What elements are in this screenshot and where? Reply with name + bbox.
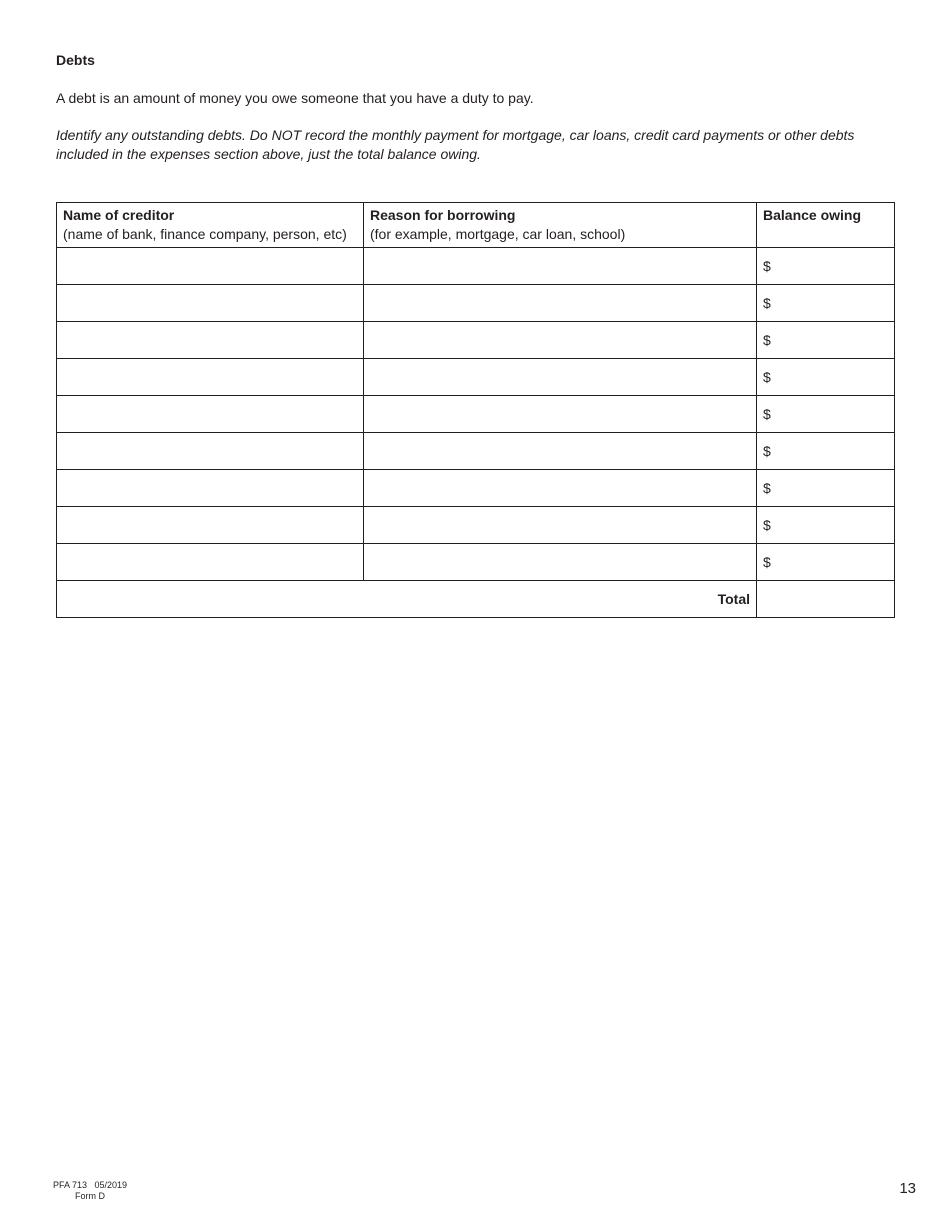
creditor-cell[interactable] xyxy=(57,544,364,581)
balance-cell[interactable] xyxy=(757,470,895,507)
dollar-sign: $ xyxy=(763,480,771,496)
table-row xyxy=(57,359,895,396)
form-identifier xyxy=(53,1180,127,1202)
dollar-sign: $ xyxy=(763,517,771,533)
header-creditor-title: Name of creditor xyxy=(63,207,175,223)
form-code: PFA 713 05/2019 xyxy=(53,1180,128,1190)
reason-cell[interactable] xyxy=(364,544,757,581)
page-number: 13 xyxy=(899,1180,916,1197)
table-row xyxy=(57,544,895,581)
dollar-sign: $ xyxy=(763,406,771,422)
reason-cell[interactable] xyxy=(364,396,757,433)
creditor-cell[interactable] xyxy=(57,507,364,544)
reason-cell[interactable] xyxy=(364,433,757,470)
total-row xyxy=(57,581,895,618)
balance-cell[interactable] xyxy=(757,544,895,581)
balance-cell[interactable] xyxy=(757,507,895,544)
dollar-sign: $ xyxy=(763,443,771,459)
dollar-sign: $ xyxy=(763,258,771,274)
dollar-sign: $ xyxy=(763,554,771,570)
header-reason-title: Reason for borrowing xyxy=(370,207,516,223)
reason-cell[interactable] xyxy=(364,470,757,507)
table-row xyxy=(57,248,895,285)
form-name: Form D xyxy=(75,1191,105,1201)
creditor-cell[interactable] xyxy=(57,322,364,359)
balance-cell[interactable] xyxy=(757,322,895,359)
balance-cell[interactable] xyxy=(757,285,895,322)
section-heading: Debts xyxy=(56,52,95,68)
table-row xyxy=(57,433,895,470)
header-balance-title: Balance owing xyxy=(763,207,862,223)
header-creditor-subtitle: (name of bank, finance company, person, etc) xyxy=(63,226,347,242)
table-row xyxy=(57,470,895,507)
total-label: Total xyxy=(57,581,757,618)
creditor-cell[interactable] xyxy=(57,359,364,396)
intro-text: A debt is an amount of money you owe someone that you have a duty to pay. xyxy=(56,90,534,106)
balance-cell[interactable] xyxy=(757,396,895,433)
dollar-sign: $ xyxy=(763,369,771,385)
table-row xyxy=(57,322,895,359)
creditor-cell[interactable] xyxy=(57,396,364,433)
creditor-cell[interactable] xyxy=(57,285,364,322)
table-row xyxy=(57,285,895,322)
table-row xyxy=(57,396,895,433)
balance-cell[interactable] xyxy=(757,359,895,396)
balance-cell[interactable] xyxy=(757,433,895,470)
reason-cell[interactable] xyxy=(364,507,757,544)
debts-table xyxy=(56,202,895,618)
header-balance xyxy=(757,203,895,248)
creditor-cell[interactable] xyxy=(57,433,364,470)
instruction-text: Identify any outstanding debts. Do NOT record the monthly payment for mortgage, car loans, credit card payments or other debts included in the expenses section above, just the total balance owing. xyxy=(56,127,855,162)
table-header-row xyxy=(57,203,895,248)
table-row xyxy=(57,507,895,544)
reason-cell[interactable] xyxy=(364,359,757,396)
creditor-cell[interactable] xyxy=(57,248,364,285)
reason-cell[interactable] xyxy=(364,285,757,322)
creditor-cell[interactable] xyxy=(57,470,364,507)
header-reason-subtitle: (for example, mortgage, car loan, school) xyxy=(370,226,626,242)
reason-cell[interactable] xyxy=(364,322,757,359)
balance-cell[interactable] xyxy=(757,248,895,285)
reason-cell[interactable] xyxy=(364,248,757,285)
dollar-sign: $ xyxy=(763,295,771,311)
total-value-cell[interactable] xyxy=(757,581,895,618)
header-creditor xyxy=(57,203,364,248)
dollar-sign: $ xyxy=(763,332,771,348)
header-reason xyxy=(364,203,757,248)
